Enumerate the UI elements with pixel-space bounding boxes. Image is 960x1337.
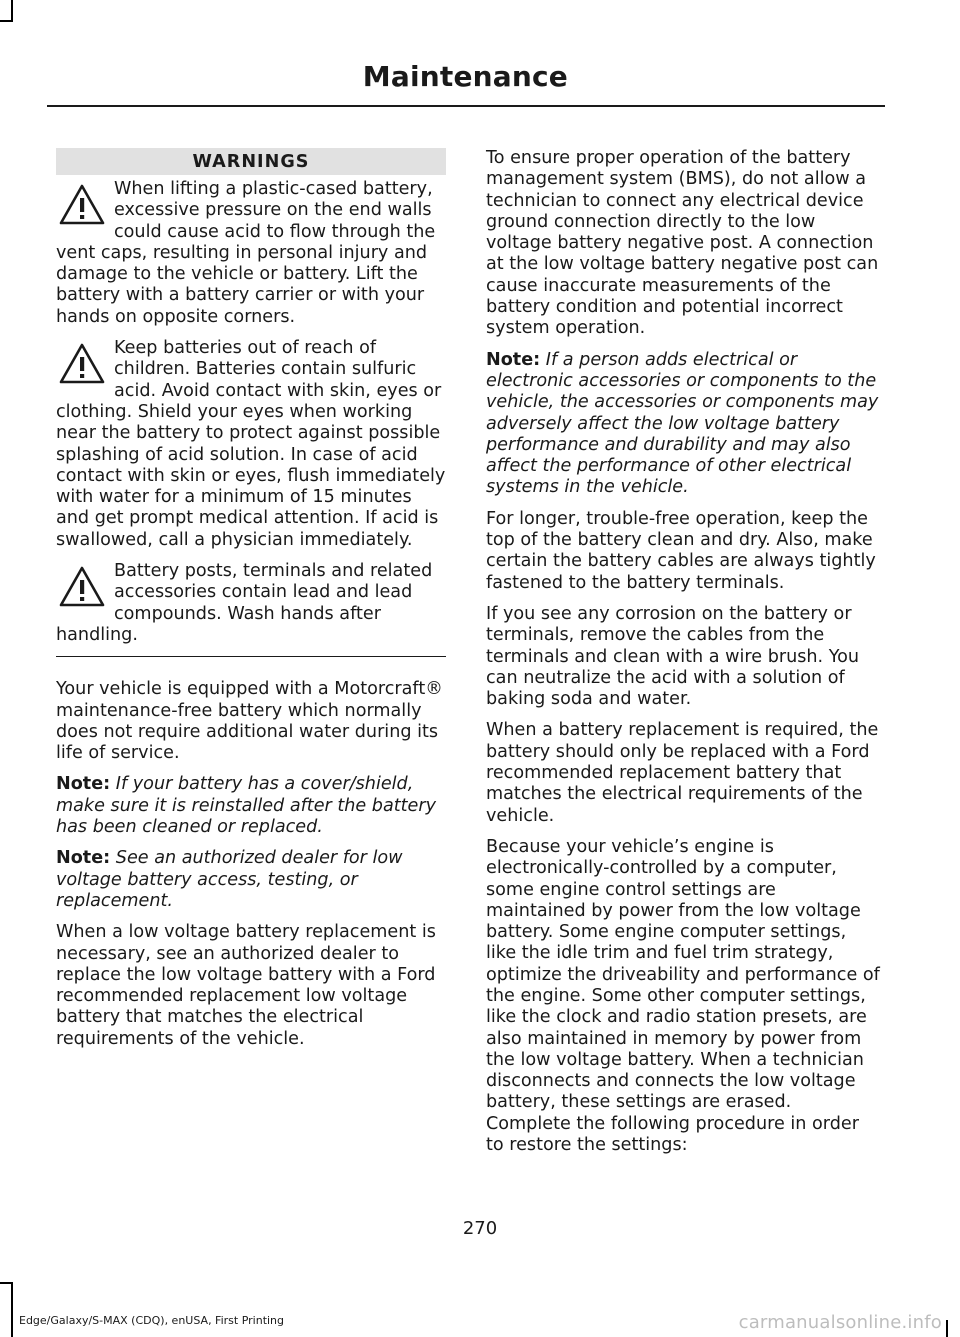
note [56, 848, 446, 912]
warning-text: When lifting a plastic-cased battery, excessive pressure on the end walls could cause acid to flow through the vent caps, resulting in personal injury and damage to the vehicle or battery. Lift the battery with a battery carrier or with your hands on opposite corners. [56, 179, 436, 327]
warning-triangle-icon [58, 340, 106, 388]
crop-mark [11, 1282, 13, 1337]
note-label: Note: [486, 349, 541, 370]
page-number: 270 [462, 1218, 498, 1239]
note-text: See an authorized dealer for low voltage battery access, testing, or replacement. [56, 848, 403, 911]
warning-triangle-icon [58, 563, 106, 611]
paragraph: If you see any corrosion on the battery or terminals, remove the cables from the terminals and clean with a wire brush. You can neutralize the acid with a solution of baking soda and water. [486, 603, 860, 710]
paragraph: To ensure proper operation of the battery management system (BMS), do not allow a technician to connect any electrical device ground connection directly to the low voltage battery negative post. A connection at the low voltage battery negative post can cause inaccurate measurements of the battery condition and potential incorrect system operation. [486, 148, 879, 339]
paragraph: When a low voltage battery replacement is necessary, see an authorized dealer to replace the low voltage battery with a Ford recommended replacement low voltage battery that matches the electrical requirements of the vehicle. [56, 922, 436, 1049]
crop-mark [0, 20, 13, 22]
warnings-divider [56, 656, 446, 657]
note-label: Note: [56, 774, 111, 795]
right-column [486, 148, 880, 1166]
note [486, 350, 880, 499]
header-divider [47, 105, 885, 107]
warning-block [56, 561, 446, 646]
note-text: If your battery has a cover/shield, make sure it is reinstalled after the battery has been cleaned or replaced. [56, 774, 437, 838]
paragraph: Your vehicle is equipped with a Motorcraft® maintenance-free battery which normally does not require additional water during its life of service. [56, 679, 443, 764]
crop-mark [946, 1320, 948, 1337]
note-text: If a person adds electrical or electronic accessories or components to the vehicle, the accessories or components may adversely affect the low voltage battery performance and durability and may also affect the performance of other electrical systems in the vehicle. [486, 349, 879, 498]
crop-mark [11, 0, 13, 22]
warning-triangle-icon [58, 181, 106, 229]
warnings-heading: WARNINGS [56, 148, 446, 175]
note-label: Note: [56, 848, 111, 869]
crop-mark [0, 1282, 13, 1284]
left-column [56, 148, 446, 1060]
watermark: carmanualsonline.info [738, 1312, 942, 1333]
warning-text: Keep batteries out of reach of children. Batteries contain sulfuric acid. Avoid contact with skin, eyes or clothing. Shield your eyes when working near the battery to protect against possible splashing of acid solution. In case of acid contact with skin or eyes, flush immediately with water for a minimum of 15 minutes and get prompt medical attention. If acid is swallowed, call a physician immediately. [56, 338, 446, 550]
note [56, 774, 446, 838]
warning-block [56, 179, 446, 328]
page-title: Maintenance [362, 60, 568, 93]
paragraph: For longer, trouble-free operation, keep the top of the battery clean and dry. Also, make certain the battery cables are always tightly fastened to the battery terminals. [486, 508, 876, 593]
paragraph: When a battery replacement is required, the battery should only be replaced with a Ford recommended replacement battery that matches the electrical requirements of the vehicle. [486, 720, 879, 826]
warning-text: Battery posts, terminals and related accessories contain lead and lead compounds. Wash hands after handling. [56, 561, 433, 645]
footer-edition: Edge/Galaxy/S-MAX (CDQ), enUSA, First Printing [19, 1314, 285, 1327]
warning-block [56, 338, 446, 551]
paragraph: Because your vehicle’s engine is electronically-controlled by a computer, some engine control settings are maintained by power from the low voltage battery. Some engine computer settings, like the idle trim and fuel trim strategy, optimize the driveability and performance of the engine. Some other computer settings, like the clock and radio station presets, are also maintained in memory by power from the low voltage battery. When a technician disconnects and connects the low voltage battery, these settings are erased. Complete the following procedure in order to restore the settings: [486, 836, 880, 1156]
